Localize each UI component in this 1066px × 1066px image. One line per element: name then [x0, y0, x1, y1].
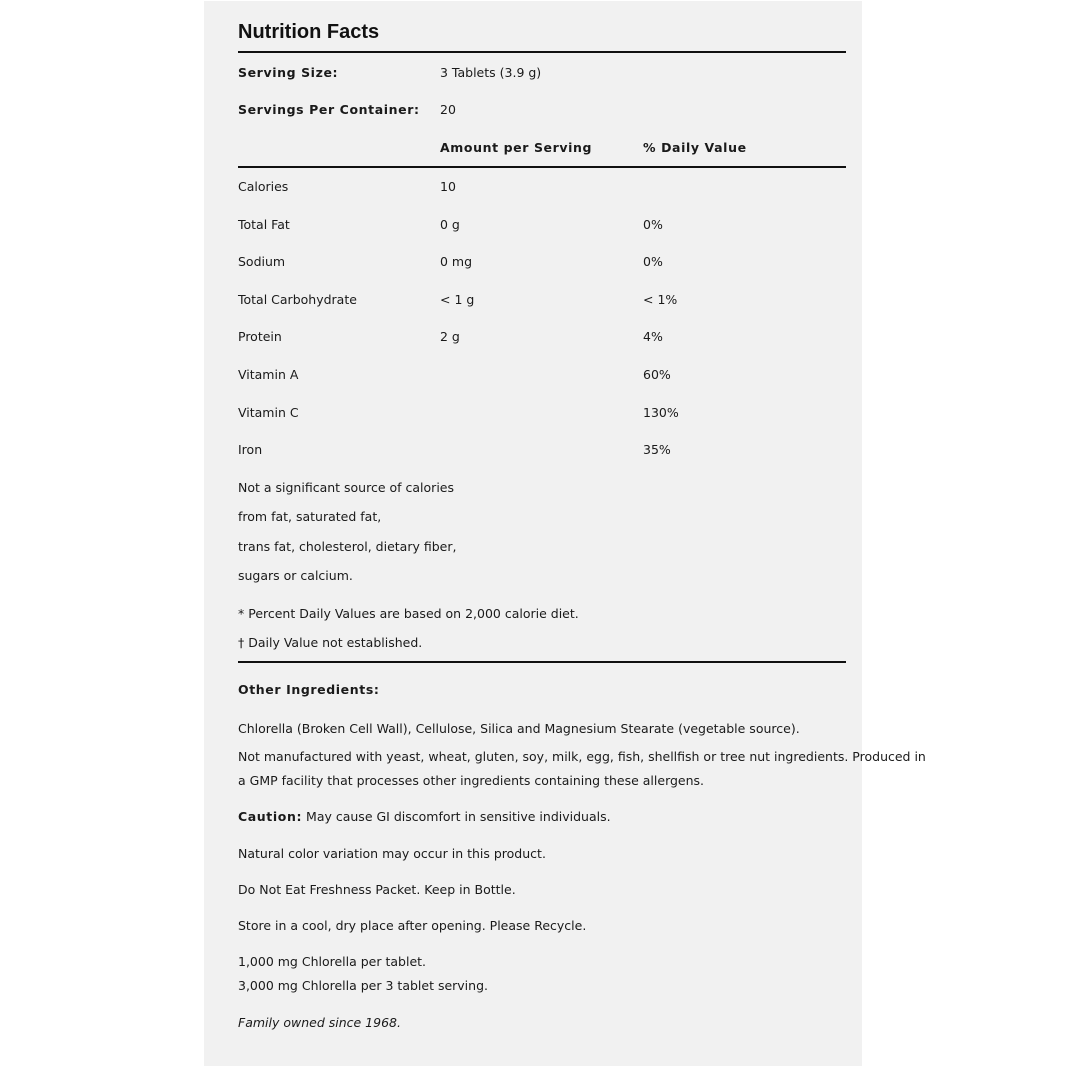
nutrient-amount: 10: [440, 179, 456, 194]
serving-size-row: [238, 65, 845, 85]
header-divider: [238, 166, 846, 168]
family-owned-note: Family owned since 1968.: [238, 1015, 401, 1030]
allergen-statement-line: a GMP facility that processes other ingredients containing these allergens.: [238, 773, 705, 788]
per-tablet-amount: 1,000 mg Chlorella per tablet.: [238, 954, 427, 969]
servings-per-container-value: 20: [440, 102, 456, 117]
nutrient-daily-value: 60%: [643, 367, 671, 382]
nutrient-daily-value: < 1%: [643, 292, 678, 307]
amount-per-serving-header: Amount per Serving: [440, 140, 593, 155]
nutrient-amount: 0 g: [440, 217, 460, 232]
servings-per-container-row: [238, 102, 845, 122]
nutrient-daily-value: 35%: [643, 442, 671, 457]
nutrient-name: Vitamin C: [238, 405, 299, 420]
caution-text: May cause GI discomfort in sensitive individuals.: [302, 809, 611, 824]
caution-label: Caution:: [238, 809, 303, 824]
nutrient-row: [238, 217, 845, 237]
column-header-row: [238, 140, 845, 160]
nutrient-name: Total Fat: [238, 217, 290, 232]
nutrient-name: Vitamin A: [238, 367, 299, 382]
nutrient-name: Calories: [238, 179, 289, 194]
daily-values-footnote: * Percent Daily Values are based on 2,000 calorie diet.: [238, 606, 579, 621]
freshness-packet-note: Do Not Eat Freshness Packet. Keep in Bottle.: [238, 882, 516, 897]
daily-value-not-established-footnote: † Daily Value not established.: [238, 635, 423, 650]
servings-per-container-label: Servings Per Container:: [238, 102, 420, 117]
nutrient-row: [238, 292, 845, 312]
nutrient-row: [238, 442, 845, 462]
ingredients-list: Chlorella (Broken Cell Wall), Cellulose, Silica and Magnesium Stearate (vegetable source).: [238, 721, 800, 736]
nutrient-name: Sodium: [238, 254, 286, 269]
nutrient-row: [238, 254, 845, 274]
serving-size-value: 3 Tablets (3.9 g): [440, 65, 542, 80]
not-significant-line: trans fat, cholesterol, dietary fiber,: [238, 539, 457, 554]
not-significant-line: Not a significant source of calories: [238, 480, 454, 495]
nutrient-daily-value: 0%: [643, 217, 663, 232]
nutrient-amount: < 1 g: [440, 292, 475, 307]
nutrient-row: [238, 329, 845, 349]
other-ingredients-heading: Other Ingredients:: [238, 682, 380, 697]
serving-size-label: Serving Size:: [238, 65, 339, 80]
nutrient-amount: 0 mg: [440, 254, 473, 269]
not-significant-line: from fat, saturated fat,: [238, 509, 382, 524]
nutrient-row: [238, 405, 845, 425]
allergen-statement-line: Not manufactured with yeast, wheat, gluten, soy, milk, egg, fish, shellfish or tree nut ingredients. Produced in: [238, 749, 926, 764]
nutrient-amount: 2 g: [440, 329, 460, 344]
caution-statement: [238, 809, 611, 824]
nutrient-name: Iron: [238, 442, 263, 457]
storage-note: Store in a cool, dry place after opening. Please Recycle.: [238, 918, 587, 933]
color-variation-note: Natural color variation may occur in this product.: [238, 846, 546, 861]
nutrient-name: Protein: [238, 329, 282, 344]
per-serving-amount: 3,000 mg Chlorella per 3 tablet serving.: [238, 978, 488, 993]
nutrient-row: [238, 367, 845, 387]
title-divider: [238, 51, 846, 53]
nutrient-daily-value: 4%: [643, 329, 663, 344]
nutrient-daily-value: 130%: [643, 405, 679, 420]
footnote-divider: [238, 661, 846, 663]
nutrition-label-panel: [204, 1, 926, 1066]
nutrient-row: [238, 179, 845, 199]
not-significant-line: sugars or calcium.: [238, 568, 353, 583]
nutrient-name: Total Carbohydrate: [238, 292, 357, 307]
nutrition-facts-title: Nutrition Facts: [238, 21, 380, 43]
daily-value-header: % Daily Value: [643, 140, 747, 155]
nutrient-daily-value: 0%: [643, 254, 663, 269]
